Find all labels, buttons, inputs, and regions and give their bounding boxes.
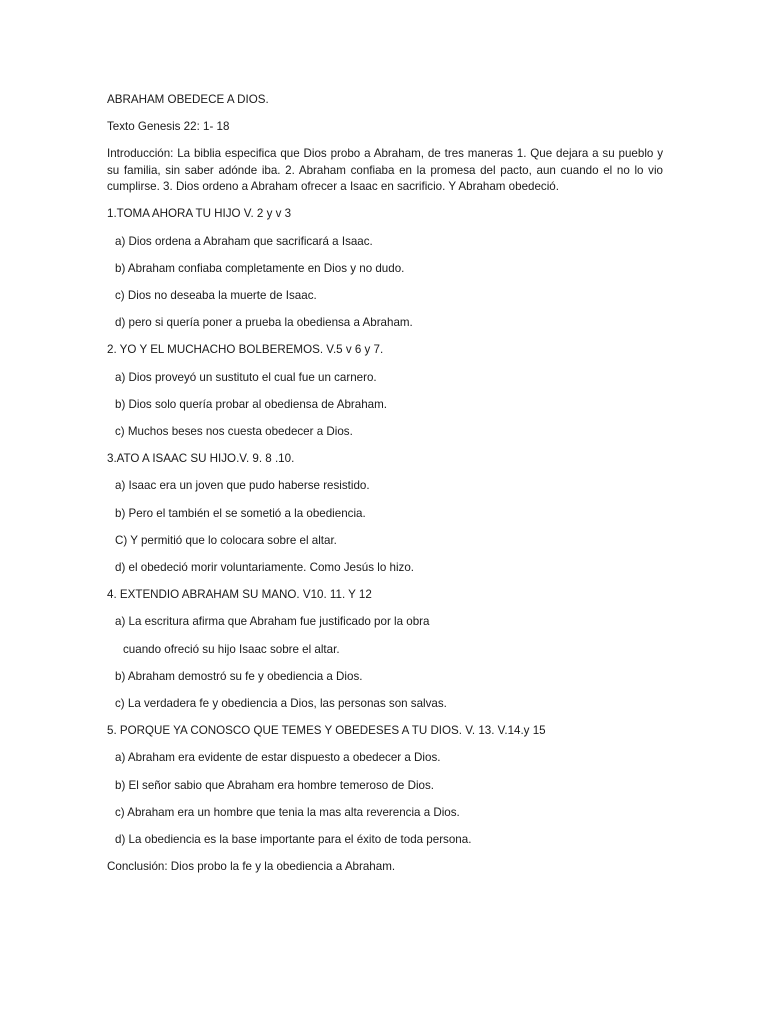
scripture-reference: Texto Genesis 22: 1- 18 xyxy=(107,120,230,134)
section-1-heading: 1.TOMA AHORA TU HIJO V. 2 y v 3 xyxy=(107,207,292,221)
section-2-item-a: a) Dios proveyó un sustituto el cual fue un carnero. xyxy=(115,370,377,384)
section-5-item-a: a) Abraham era evidente de estar dispuesto a obedecer a Dios. xyxy=(115,751,441,765)
section-3-item-c: C) Y permitió que lo colocara sobre el altar. xyxy=(115,533,337,547)
section-4-item-a: a) La escritura afirma que Abraham fue justificado por la obra xyxy=(115,615,430,629)
section-3-item-d: d) el obedeció morir voluntariamente. Como Jesús lo hizo. xyxy=(115,561,415,575)
section-4-item-a-continuation: cuando ofreció su hijo Isaac sobre el altar. xyxy=(123,642,340,656)
section-5-item-d: d) La obediencia es la base importante para el éxito de toda persona. xyxy=(115,833,472,847)
document-title: ABRAHAM OBEDECE A DIOS. xyxy=(107,93,269,106)
section-1-item-b: b) Abraham confiaba completamente en Dios y no dudo. xyxy=(115,261,405,275)
conclusion-paragraph: Conclusión: Dios probo la fe y la obediencia a Abraham. xyxy=(107,860,396,874)
section-1-item-a: a) Dios ordena a Abraham que sacrificará a Isaac. xyxy=(115,234,373,248)
section-3-item-a: a) Isaac era un joven que pudo haberse resistido. xyxy=(115,479,370,493)
section-5-item-b: b) El señor sabio que Abraham era hombre temeroso de Dios. xyxy=(115,778,434,792)
section-4-item-c: c) La verdadera fe y obediencia a Dios, las personas son salvas. xyxy=(115,697,447,711)
section-4-item-b: b) Abraham demostró su fe y obediencia a Dios. xyxy=(115,669,363,683)
section-3-item-b: b) Pero el también el se sometió a la obediencia. xyxy=(115,506,366,520)
section-1-item-c: c) Dios no deseaba la muerte de Isaac. xyxy=(115,289,317,303)
section-4-heading: 4. EXTENDIO ABRAHAM SU MANO. V10. 11. Y 12 xyxy=(107,588,372,602)
introduction-paragraph: Introducción: La biblia especifica que Dios probo a Abraham, de tres maneras 1. Que dejara a su pueblo y su familia, sin saber adónde iba. 2. Abraham confiaba en la promesa del pacto, aun cuando el no lo vio cumplirse. 3. Dios ordeno a Abraham ofrecer a Isaac en sacrificio. Y Abraham obedeció. xyxy=(107,147,663,194)
section-1-item-d: d) pero si quería poner a prueba la obediensa a Abraham. xyxy=(115,316,413,330)
section-3-heading: 3.ATO A ISAAC SU HIJO.V. 9. 8 .10. xyxy=(107,452,295,466)
document-page xyxy=(107,92,663,887)
section-5-heading: 5. PORQUE YA CONOSCO QUE TEMES Y OBEDESES A TU DIOS. V. 13. V.14.y 15 xyxy=(107,724,546,738)
section-2-item-c: c) Muchos beses nos cuesta obedecer a Dios. xyxy=(115,425,353,439)
section-2-item-b: b) Dios solo quería probar al obediensa de Abraham. xyxy=(115,397,387,411)
section-5-item-c: c) Abraham era un hombre que tenia la mas alta reverencia a Dios. xyxy=(115,805,460,819)
section-2-heading: 2. YO Y EL MUCHACHO BOLBEREMOS. V.5 v 6 y 7. xyxy=(107,343,384,357)
